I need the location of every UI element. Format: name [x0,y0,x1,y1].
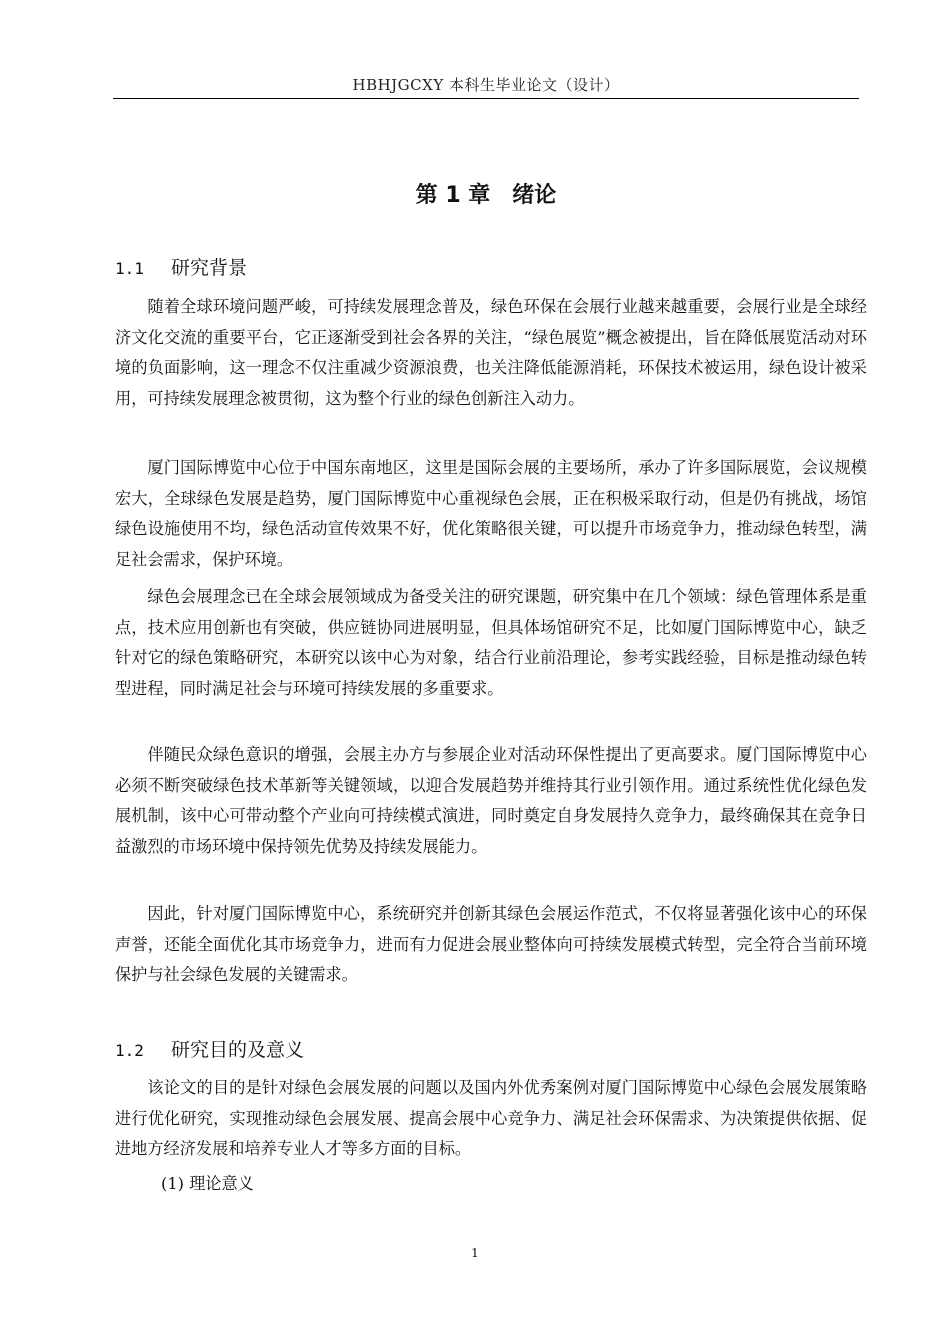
paragraph: 绿色会展理念已在全球会展领域成为备受关注的研究课题，研究集中在几个领域：绿色管理体系是重点，技术应用创新也有突破，供应链协同进展明显，但具体场馆研究不足，比如厦门国际博览中心，缺乏针对它的绿色策略研究，本研究以该中心为对象，结合行业前沿理论，参考实践经验，目标是推动绿色转型进程，同时满足社会与环境可持续发展的多重要求。 [115,587,867,698]
paragraph: 因此，针对厦门国际博览中心，系统研究并创新其绿色会展运作范式，不仅将显著强化该中心的环保声誉，还能全面优化其市场竞争力，进而有力促进会展业整体向可持续发展模式转型，完全符合当前环境保护与社会绿色发展的关键需求。 [115,904,867,985]
paragraph: 该论文的目的是针对绿色会展发展的问题以及国内外优秀案例对厦门国际博览中心绿色会展发展策略进行优化研究，实现推动绿色会展发展、提高会展中心竞争力、满足社会环保需求、为决策提供依据、促进地方经济发展和培养专业人才等多方面的目标。 [115,1078,867,1159]
header-divider [113,98,859,99]
page-number: 1 [471,1246,479,1260]
section-title: 研究目的及意义 [171,1039,305,1061]
paragraph: 随着全球环境问题严峻，可持续发展理念普及，绿色环保在会展行业越来越重要，会展行业是全球经济文化交流的重要平台，它正逐渐受到社会各界的关注，“绿色展览”概念被提出，旨在降低展览活动对环境的负面影响，这一理念不仅注重减少资源浪费，也关注降低能源消耗，环保技术被运用，绿色设计被采用，可持续发展理念被贯彻，这为整个行业的绿色创新注入动力。 [115,297,867,408]
section-heading-1-1 [115,253,247,280]
section-number: 1.1 [115,259,144,278]
section-heading-1-2 [115,1035,304,1062]
section-title: 研究背景 [171,257,248,279]
paragraph: 厦门国际博览中心位于中国东南地区，这里是国际会展的主要场所，承办了许多国际展览，会议规模宏大，全球绿色发展是趋势，厦门国际博览中心重视绿色会展，正在积极采取行动，但是仍有挑战，场馆绿色设施使用不均，绿色活动宣传效果不好，优化策略很关键，可以提升市场竞争力，推动绿色转型，满足社会需求，保护环境。 [115,458,867,569]
paragraph: 伴随民众绿色意识的增强，会展主办方与参展企业对活动环保性提出了更高要求。厦门国际博览中心必须不断突破绿色技术革新等关键领域，以迎合发展趋势并维持其行业引领作用。通过系统性优化绿色发展机制，该中心可带动整个产业向可持续模式演进，同时奠定自身发展持久竞争力，最终确保其在竞争日益激烈的市场环境中保持领先优势及持续发展能力。 [115,745,867,856]
running-header: HBHJGCXY 本科生毕业论文（设计） [352,76,620,94]
chapter-title: 第 1 章 绪论 [415,183,557,208]
subheading-theoretical-significance: (1) 理论意义 [161,1174,254,1193]
section-number: 1.2 [115,1041,144,1060]
